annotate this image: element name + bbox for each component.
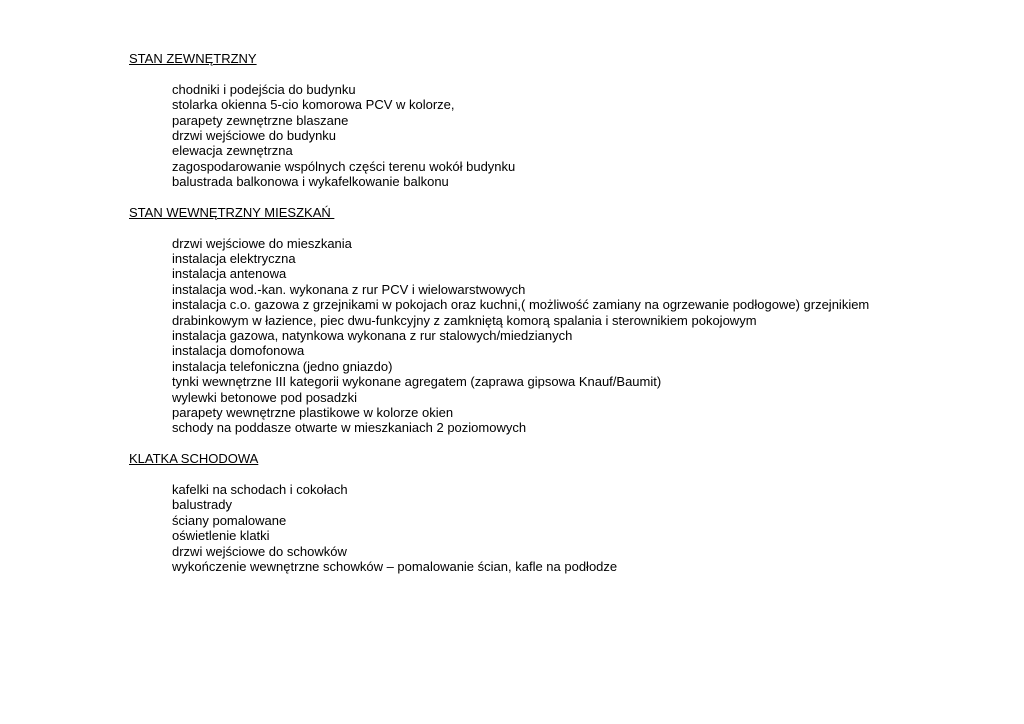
list-item: drabinkowym w łazience, piec dwu-funkcyjny z zamkniętą komorą spalania i sterownikiem pokojowym [172,312,757,328]
list-item: balustrada balkonowa i wykafelkowanie balkonu [172,174,449,190]
list-item: chodniki i podejścia do budynku [172,81,356,97]
list-item: ściany pomalowane [172,512,287,528]
list-item: stolarka okienna 5-cio komorowa PCV w kolorze, [172,97,455,113]
list-item: instalacja elektryczna [172,251,296,267]
list-item: kafelki na schodach i cokołach [172,481,348,497]
list-item: wykończenie wewnętrzne schowków – pomalowanie ścian, kafle na podłodze [172,558,618,574]
list-item: instalacja antenowa [172,266,287,282]
list-item: schody na poddasze otwarte w mieszkaniach 2 poziomowych [172,420,527,436]
list-item: instalacja domofonowa [172,343,305,359]
list-item: parapety wewnętrzne plastikowe w kolorze okien [172,404,454,420]
list-item: instalacja c.o. gazowa z grzejnikami w pokojach oraz kuchni,( możliwość zamiany na ogrzewanie podłogowe) grzejnikiem [172,297,870,313]
list-item: zagospodarowanie wspólnych części terenu wokół budynku [172,158,516,174]
list-item: drzwi wejściowe do schowków [172,543,347,559]
section-item-list [129,236,989,436]
section-heading: STAN WEWNĘTRZNY MIESZKAŃ [129,204,335,220]
document-content [129,51,989,574]
list-item: instalacja telefoniczna (jedno gniazdo) [172,358,393,374]
section-heading: STAN ZEWNĘTRZNY [129,51,257,66]
list-item: parapety zewnętrzne blaszane [172,112,349,128]
list-item: drzwi wejściowe do mieszkania [172,235,352,251]
list-item: drzwi wejściowe do budynku [172,127,337,143]
section-item-list [129,482,989,574]
section-heading: KLATKA SCHODOWA [129,451,259,467]
section-stan-zewnetrzny [129,51,989,190]
section-stan-wewnetrzny [129,205,989,436]
list-item: instalacja gazowa, natynkowa wykonana z rur stalowych/miedzianych [172,328,573,344]
list-item: tynki wewnętrzne III kategorii wykonane agregatem (zaprawa gipsowa Knauf/Baumit) [172,374,662,390]
list-item: wylewki betonowe pod posadzki [172,389,357,405]
section-item-list [129,82,989,190]
list-item: oświetlenie klatki [172,528,270,544]
list-item: balustrady [172,497,232,513]
list-item: instalacja wod.-kan. wykonana z rur PCV i wielowarstwowych [172,281,526,297]
section-klatka-schodowa [129,451,989,574]
list-item: elewacja zewnętrzna [172,143,293,159]
